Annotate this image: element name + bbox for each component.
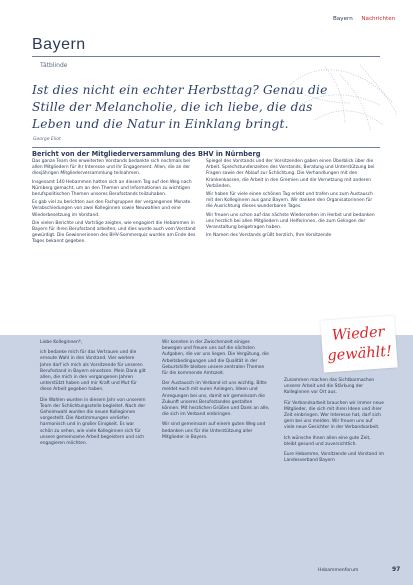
report-paragraph: Das ganze Team des erweiterten Vorstands bedankte sich nochmals bei allen Mitgliedern für ihr Interesse und ihr Engagement. Allen, die an der diesjährigen Mitgliederversammlung teilnahmen. — [32, 159, 191, 177]
report-column-left — [32, 159, 200, 248]
report-column-right — [206, 159, 376, 241]
page-subtitle: Tätblinde — [40, 62, 68, 69]
header-section-label: Bayern Nachrichten — [333, 16, 396, 22]
letter-paragraph: Der Austausch im Verband ist uns wichtig. Bitte meldet euch mit euren Anliegen, Ideen und Anregungen bei uns, damit wir gemeinsam die Zukunft unseres Berufsstandes gestalten können. Mit herzlichen Grüßen und Dank an alle, die sich im Verband einbringen. — [162, 381, 270, 418]
letter-column-right — [284, 378, 384, 468]
report-paragraph: Die vielen Berichte und Vorträge zeigten, wie engagiert die Hebammen in Bayern für ihren Berufsstand arbeiten, und dies wurde auch vom Vorstand gewürdigt. Die Gewinnerinnen des BHV-Sommerquiz wurden am Ende des Tages bekannt gegeben. — [32, 220, 196, 245]
report-paragraph: Im Namen des Vorstands grüßt herzlich, Ihre Vorsitzende — [206, 233, 332, 239]
report-paragraph: Es gab viel zu berichten aus den Fachgruppen der vergangenen Monate. Verabschiedungen von zwei Kolleginnen sowie Neuwahlen und eine Wiederbesetzung im Vorstand. — [32, 200, 192, 218]
letter-paragraph: Wir sind gemeinsam auf einem guten Weg und bedanken uns für die Unterstützung aller Mitglieder in Bayern. — [162, 422, 266, 440]
report-heading: Bericht von der Mitgliederversammlung des BHV in Nürnberg — [32, 150, 261, 158]
stamp-line-2: gewählt! — [326, 343, 393, 365]
quote-author: George Eliot — [33, 137, 61, 142]
letter-paragraph: Eure Hebamme, Vorsitzende und Vorstand im Landesverband Bayern — [284, 452, 385, 464]
letter-paragraph: ich bedanke mich für das Vertrauen und die erneute Wahl in den Vorstand. Vier weitere Jahre darf ich mich als Vorsitzende für unseren Berufsstand in Bayern einsetzen. Mein Dank gilt allen, die mich in den vergangenen Jahren unterstützt haben und mir Kraft und Mut für diese Arbeit gegeben haben. — [40, 350, 146, 393]
letter-paragraph: Zusammen machen das Sichtbarmachen unserer Arbeit und die Stärkung der Kolleginnen vor Ort aus. — [284, 378, 375, 396]
letter-paragraph: Wir konnten in der Zwischenzeit einiges bewegen und freuen uns auf die nächsten Aufgaben, die vor uns liegen. Die Vergütung, die Arbeitsbedingungen und die Qualität in der Geburtshilfe bleiben unsere zentralen Themen für die kommende Amtszeit. — [162, 340, 269, 377]
letter-paragraph: Liebe Kolleginnen*, — [40, 340, 83, 345]
report-rule — [32, 147, 380, 148]
page-title: Bayern — [32, 36, 86, 53]
report-paragraph: Insgesamt 140 Hebammen hatten sich an diesem Tag auf den Weg nach Nürnberg gemacht, um an den Themen und Informationen zu wichtigen berufspolitischen Themen unseres Berufsstands teilzuhaben. — [32, 179, 192, 198]
letter-column-left — [40, 340, 146, 451]
report-paragraph: Wir freuen uns schon auf das nächste Wiedersehen im Herbst und bedanken uns herzlich bei allen Mitgliedern und Helferinnen, die zum Gelingen der Veranstaltung beigetragen haben. — [206, 212, 375, 231]
page-number: 97 — [392, 566, 401, 573]
letter-paragraph: Für Verbandsarbeit brauchen wir immer neue Mitglieder, die sich mit ihren Ideen und ihrer Zeit einbringen. Wer Interesse hat, darf sich gern bei uns melden. Wir freuen uns auf viele neue Gesichter in der Verbandsarbeit. — [284, 400, 384, 431]
report-paragraph: Spiegel des Vorstands und der Vorsitzenden gaben einen Überblick über die Arbeit. Sprechstundenzeiten des Vorstands, Beratung und Unterstützung bei Fragen sowie der Ablauf zur Schlichtung. Die Verhandlungen mit den Krankenkassen, die Arbeit in den Gremien und die Vernetzung mit anderen Verbänden. — [206, 159, 375, 189]
reelected-stamp — [320, 315, 397, 372]
stamp-line-1: Wieder — [331, 324, 386, 344]
letter-paragraph: Ich wünsche Ihnen allen eine gute Zeit, bleibt gesund und zuversichtlich. — [284, 435, 371, 447]
quote-text: Ist dies nicht ein echter Herbsttag? Genau die Stille der Melancholie, die ich liebe, die das Leben und die Natur in Einklang bringt. — [32, 83, 328, 131]
footer-publication: Hebammenforum — [318, 568, 359, 573]
header-subsection-label: Nachrichten — [361, 16, 396, 22]
letter-column-middle — [162, 340, 270, 445]
report-paragraph: Wir haben für viele einen schönen Tag erlebt und trafen uns zum Austausch mit den Kolleginnen aus ganz Bayern. Wir danken den Organisatorinnen für die Ausrichtung dieses wunderbaren Tages. — [206, 192, 373, 210]
letter-paragraph: Die Wahlen wurden in diesem Jahr von unserem Team der Schlichtungsstelle begleitet. Nach der Geheimwahl wurden die neuen Kolleginnen vorgestellt. Die Abstimmungen verliefen harmonisch und in großer Einigkeit. Es war schön zu sehen, wie viele Kolleginnen sich für unsere gemeinsame Arbeit begeistern und sich engagieren möchten. — [40, 397, 146, 447]
